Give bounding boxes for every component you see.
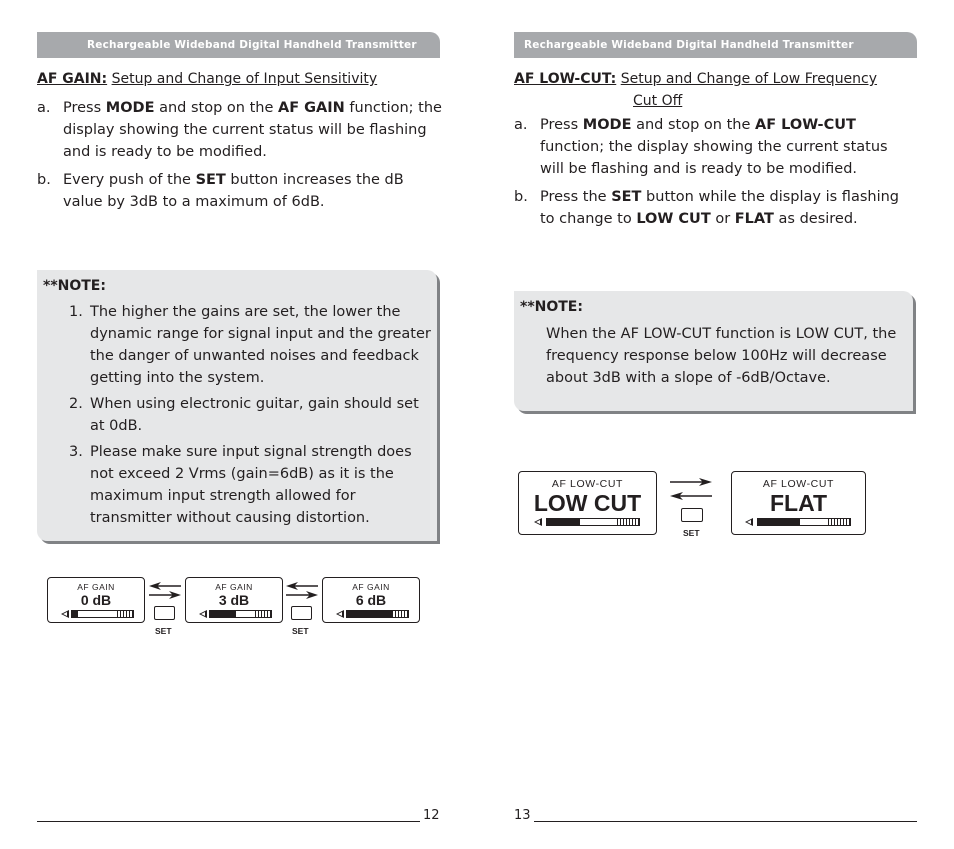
display-label: AF LOW-CUT	[551, 478, 624, 490]
step-list	[514, 114, 914, 236]
af-gain-display-0db	[47, 577, 145, 623]
step-text: button increases the dB value by 3dB to a maximum of 6dB.	[63, 172, 404, 210]
display-value: 3 dB	[218, 592, 250, 608]
step-text: or	[710, 211, 735, 227]
display-value: 6 dB	[355, 592, 387, 608]
set-button-icon	[154, 606, 175, 620]
page-header: Rechargeable Wideband Digital Handheld Transmitter	[37, 32, 440, 58]
set-button-icon	[291, 606, 312, 620]
af-gain-display-3db	[185, 577, 283, 623]
set-label: SET	[155, 626, 172, 636]
step-item	[37, 169, 442, 213]
step-bold: MODE	[582, 117, 632, 133]
note-list	[43, 301, 431, 529]
arrow-right-icon	[286, 591, 320, 601]
step-text: as desired.	[773, 211, 858, 227]
step-bold: MODE	[105, 100, 155, 116]
step-text: Press	[540, 117, 583, 133]
display-label: AF GAIN	[77, 582, 115, 592]
arrow-right-icon	[670, 478, 714, 488]
af-lowcut-display-lowcut	[518, 471, 657, 535]
step-marker: b.	[37, 172, 51, 188]
step-text: Press	[63, 100, 106, 116]
note-heading: **NOTE:	[520, 299, 583, 315]
display-label: AF LOW-CUT	[762, 478, 835, 490]
left-page	[37, 0, 457, 849]
arrow-right-icon	[149, 591, 183, 601]
footer-rule	[534, 821, 917, 822]
note-box	[37, 270, 437, 541]
note-marker: 2.	[69, 396, 83, 412]
level-bar	[546, 518, 640, 526]
note-text: When the AF LOW-CUT function is LOW CUT, the frequency response below 100Hz will decrease about 3dB with a slope of -6dB/Octave.	[546, 326, 897, 386]
note-marker: 3.	[69, 444, 83, 460]
step-text: Every push of the	[63, 172, 196, 188]
display-value: 0 dB	[80, 592, 112, 608]
step-marker: a.	[37, 100, 51, 116]
set-button-icon	[681, 508, 703, 522]
level-bar	[209, 610, 272, 618]
step-text: and stop on the	[631, 117, 755, 133]
step-bold: SET	[611, 189, 642, 205]
section-title-text: Setup and Change of Input Sensitivity	[111, 71, 378, 87]
step-marker: b.	[514, 189, 528, 205]
step-text: and stop on the	[154, 100, 278, 116]
section-title	[514, 68, 917, 112]
display-value: LOW CUT	[533, 490, 642, 516]
note-item	[43, 301, 431, 389]
note-marker: 1.	[69, 304, 83, 320]
step-text: function; the display showing the current status will be flashing and is ready to be modified.	[63, 100, 442, 160]
set-label: SET	[683, 528, 700, 538]
page-number: 13	[514, 808, 531, 823]
arrow-left-icon	[670, 492, 714, 502]
page-header: Rechargeable Wideband Digital Handheld Transmitter	[514, 32, 917, 58]
level-pointer-icon	[199, 610, 207, 618]
af-lowcut-display-flat	[731, 471, 866, 535]
step-item	[514, 114, 914, 180]
note-text: Please make sure input signal strength does not exceed 2 Vrms (gain=6dB) as it is the maximum input strength allowed for transmitter without causing distortion.	[90, 444, 412, 526]
note-item	[43, 393, 431, 437]
step-bold: SET	[195, 172, 226, 188]
section-title-continuation: Cut Off	[633, 93, 683, 109]
level-pointer-icon	[61, 610, 69, 618]
step-marker: a.	[514, 117, 528, 133]
level-pointer-icon	[534, 518, 542, 526]
right-page	[514, 0, 917, 849]
level-bar	[71, 610, 134, 618]
level-pointer-icon	[336, 610, 344, 618]
section-title-text: Setup and Change of Low Frequency	[620, 71, 878, 87]
step-bold: LOW CUT	[636, 211, 711, 227]
step-bold: AF GAIN	[277, 100, 345, 116]
display-label: AF GAIN	[352, 582, 390, 592]
section-title	[37, 68, 377, 90]
note-heading: **NOTE:	[43, 278, 106, 294]
level-bar	[346, 610, 409, 618]
display-value: FLAT	[769, 490, 828, 516]
step-list	[37, 97, 442, 219]
step-bold: AF LOW-CUT	[754, 117, 856, 133]
step-text: Press the	[540, 189, 612, 205]
level-bar	[757, 518, 851, 526]
note-text: When using electronic guitar, gain should set at 0dB.	[90, 396, 419, 434]
af-gain-display-6db	[322, 577, 420, 623]
page-number: 12	[423, 808, 440, 823]
step-item	[37, 97, 442, 163]
note-box	[514, 291, 913, 411]
step-bold: FLAT	[734, 211, 774, 227]
footer-rule	[37, 821, 420, 822]
note-text: The higher the gains are set, the lower the dynamic range for signal input and the greater the danger of unwanted noises and feedback getting into the system.	[90, 304, 431, 386]
note-item	[43, 441, 431, 529]
step-item	[514, 186, 914, 230]
section-title-label: AF GAIN:	[37, 71, 108, 87]
step-text: function; the display showing the current status will be flashing and is ready to be modified.	[540, 139, 888, 177]
level-pointer-icon	[745, 518, 753, 526]
section-title-label: AF LOW-CUT:	[514, 71, 617, 87]
set-label: SET	[292, 626, 309, 636]
step-text: button while the display is flashing to change to	[540, 189, 899, 227]
display-label: AF GAIN	[215, 582, 253, 592]
